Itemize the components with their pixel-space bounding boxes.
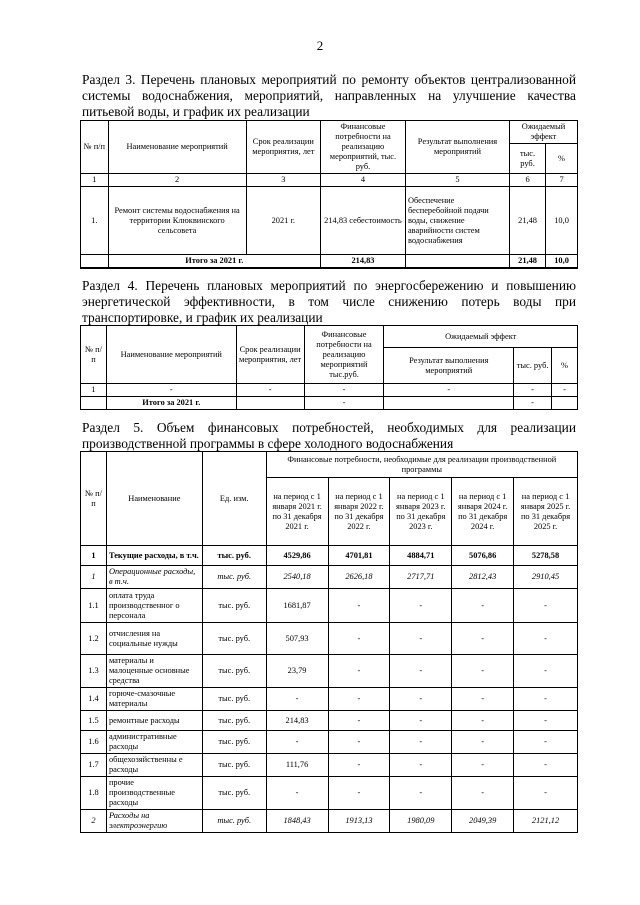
section4-heading (82, 278, 576, 326)
s5-cell-value: - (328, 623, 390, 655)
s3-header-effect: Ожидаемый эффект (510, 121, 578, 144)
s5-row (81, 754, 578, 777)
s5-cell-value: - (452, 777, 514, 810)
s3-header-finance: Финансовые потребности на реализацию мероприятий, тыс. руб. (320, 121, 405, 174)
s4-header-term: Срок реализации мероприятия, лет (236, 326, 304, 384)
s3-row-name: Ремонт системы водоснабжения на территории Клюквинского сельсовета (108, 187, 246, 255)
s3-colnum: 1 (81, 174, 109, 187)
s3-colnum: 2 (108, 174, 246, 187)
page-number: 2 (316, 38, 324, 53)
s5-cell-value: 1848,43 (266, 810, 328, 833)
s5-cell-value: - (390, 623, 452, 655)
s5-cell-value: - (390, 731, 452, 754)
s4-header-effect: Ожидаемый эффект (384, 326, 578, 348)
s3-colnum: 7 (546, 174, 578, 187)
s5-cell-value: - (328, 688, 390, 711)
s5-cell-name: общехозяйственны е расходы (106, 754, 202, 777)
s5-cell-name: отчисления на социальные нужды (106, 623, 202, 655)
s5-cell-unit: тыс. руб. (202, 777, 266, 810)
s5-cell-value: 4529,86 (266, 546, 328, 566)
s5-cell-name: оплата труда производственног о персонала (106, 589, 202, 623)
s5-cell-name: Операционные расходы, в т.ч. (106, 566, 202, 589)
s4-row-num: 1 (81, 384, 107, 397)
s5-cell-value: 214,83 (266, 711, 328, 731)
s5-cell-value: - (452, 655, 514, 688)
s5-cell-num: 1.5 (81, 711, 107, 731)
s4-row-finance: - (304, 384, 384, 397)
section3-heading (82, 72, 576, 120)
s5-cell-value: 2717,71 (390, 566, 452, 589)
section5-heading-text: Раздел 5. Объем финансовых потребностей, необходимых для реализации производственной программы в сфере холодного водоснабжения (82, 420, 576, 451)
s4-row-term: - (236, 384, 304, 397)
s5-cell-unit: тыс. руб. (202, 566, 266, 589)
s4-total-finance: - (304, 397, 384, 410)
section5-table (80, 451, 578, 833)
s3-row-result: Обеспечение бесперебойной подачи воды, снижение аварийности систем водоснабжения (405, 187, 509, 255)
s4-header-pct: % (552, 348, 578, 384)
s3-colnum: 6 (510, 174, 546, 187)
s5-cell-num: 1.2 (81, 623, 107, 655)
s5-cell-value: 2626,18 (328, 566, 390, 589)
s3-row-term: 2021 г. (246, 187, 320, 255)
s4-header-name: Наименование мероприятий (106, 326, 236, 384)
s3-total-effect-pct: 10,0 (546, 255, 578, 269)
s5-cell-value: 507,93 (266, 623, 328, 655)
s5-cell-value: 1980,09 (390, 810, 452, 833)
s4-header-num: № п/п (81, 326, 107, 384)
s5-cell-unit: тыс. руб. (202, 810, 266, 833)
s4-total-rub: - (514, 397, 552, 410)
s5-header-period: на период с 1 января 2025 г. по 31 декабря 2025 г. (514, 478, 578, 546)
s5-row (81, 589, 578, 623)
s5-cell-value: - (266, 731, 328, 754)
s5-cell-value: - (390, 777, 452, 810)
s5-cell-value: - (390, 754, 452, 777)
s5-cell-value: - (328, 655, 390, 688)
s5-cell-value: - (452, 754, 514, 777)
s3-total-label: Итого за 2021 г. (108, 255, 320, 269)
s5-body (81, 546, 578, 833)
s5-cell-num: 1.7 (81, 754, 107, 777)
s5-cell-value: - (514, 777, 578, 810)
s5-cell-name: горюче-смазочные материалы (106, 688, 202, 711)
s5-cell-name: административные расходы (106, 731, 202, 754)
s5-cell-value: 2540,18 (266, 566, 328, 589)
s5-cell-value: - (266, 688, 328, 711)
s5-row (81, 688, 578, 711)
section4-table (80, 325, 578, 410)
s5-cell-name: материалы и малоценные основные средства (106, 655, 202, 688)
section4-heading-text: Раздел 4. Перечень плановых мероприятий по энергосбережению и повышению энергетической эффективности, в том числе снижению потерь воды при транспортировке, и график их реализации (82, 278, 576, 325)
s5-cell-num: 1.8 (81, 777, 107, 810)
s5-cell-value: - (328, 754, 390, 777)
s5-cell-value: 2812,43 (452, 566, 514, 589)
s5-cell-value: - (452, 711, 514, 731)
s5-cell-value: - (514, 711, 578, 731)
s5-header-name: Наименование (106, 452, 202, 546)
s5-row (81, 655, 578, 688)
s5-cell-unit: тыс. руб. (202, 546, 266, 566)
s5-cell-value: - (266, 777, 328, 810)
s5-row (81, 777, 578, 810)
s3-header-effect-unit: тыс. руб. (510, 144, 546, 174)
s3-header-num: № п/п (81, 121, 109, 174)
s5-row (81, 711, 578, 731)
s3-row-effect-rub: 21,48 (510, 187, 546, 255)
s5-cell-unit: тыс. руб. (202, 655, 266, 688)
s4-row-rub: - (514, 384, 552, 397)
s5-cell-value: 5076,86 (452, 546, 514, 566)
s5-cell-value: 23,79 (266, 655, 328, 688)
section3-heading-text: Раздел 3. Перечень плановых мероприятий по ремонту объектов централизованной системы водоснабжения, мероприятий, направленных на улучшение качества питьевой воды, и график их реализации (82, 72, 576, 119)
s5-cell-value: - (390, 655, 452, 688)
s4-row-result: - (384, 384, 514, 397)
s5-cell-value: - (452, 623, 514, 655)
s5-header-period: на период с 1 января 2022 г. по 31 декабря 2022 г. (328, 478, 390, 546)
s5-cell-num: 1.1 (81, 589, 107, 623)
s5-cell-value: - (452, 589, 514, 623)
s5-cell-num: 1.3 (81, 655, 107, 688)
section5-heading (82, 420, 576, 452)
s4-header-finance: Финансовые потребности на реализацию мероприятий тыс.руб. (304, 326, 384, 384)
s5-header-num: № п/п (81, 452, 107, 546)
s5-cell-value: - (452, 688, 514, 711)
s3-header-effect-pct: % (546, 144, 578, 174)
s5-cell-value: - (390, 711, 452, 731)
s5-cell-unit: тыс. руб. (202, 731, 266, 754)
s5-cell-num: 1 (81, 546, 107, 566)
s5-cell-unit: тыс. руб. (202, 754, 266, 777)
s5-cell-name: ремонтные расходы (106, 711, 202, 731)
s5-cell-value: - (328, 731, 390, 754)
s5-cell-value: - (328, 777, 390, 810)
s5-cell-value: 2049,39 (452, 810, 514, 833)
s3-header-result: Результат выполнения мероприятий (405, 121, 509, 174)
s5-row (81, 623, 578, 655)
s5-cell-name: прочие производственные расходы (106, 777, 202, 810)
s5-cell-value: 4884,71 (390, 546, 452, 566)
s5-cell-value: - (514, 589, 578, 623)
s3-colnum: 5 (405, 174, 509, 187)
s5-row (81, 810, 578, 833)
s5-cell-value: 4701,81 (328, 546, 390, 566)
s3-row-num: 1. (81, 187, 109, 255)
s5-cell-num: 2 (81, 810, 107, 833)
s5-cell-value: 1681,87 (266, 589, 328, 623)
s5-cell-value: - (514, 731, 578, 754)
s5-cell-name: Расходы на электроэнергию (106, 810, 202, 833)
s5-cell-value: - (328, 711, 390, 731)
s5-cell-unit: тыс. руб. (202, 688, 266, 711)
s3-colnum: 4 (320, 174, 405, 187)
s3-header-term: Срок реализации мероприятия, лет (246, 121, 320, 174)
s5-cell-num: 1.4 (81, 688, 107, 711)
s5-cell-value: 2121,12 (514, 810, 578, 833)
s5-cell-value: - (328, 589, 390, 623)
s5-cell-num: 1.6 (81, 731, 107, 754)
s5-cell-value: - (514, 623, 578, 655)
s3-row-finance: 214,83 себестоимость (320, 187, 405, 255)
s3-total-finance: 214,83 (320, 255, 405, 269)
s3-colnum: 3 (246, 174, 320, 187)
s5-cell-name: Текущие расходы, в т.ч. (106, 546, 202, 566)
s5-cell-value: 5278,58 (514, 546, 578, 566)
s4-header-result: Результат выполнения мероприятий (384, 348, 514, 384)
s5-header-period: на период с 1 января 2021 г. по 31 декабря 2021 г. (266, 478, 328, 546)
s5-row (81, 546, 578, 566)
s5-cell-value: - (514, 688, 578, 711)
s5-header-finance: Финансовые потребности, необходимые для реализации производственной программы (266, 452, 577, 478)
s3-header-name: Наименование мероприятий (108, 121, 246, 174)
s5-cell-unit: тыс. руб. (202, 623, 266, 655)
s5-header-unit: Ед. изм. (202, 452, 266, 546)
section3-table (80, 120, 578, 269)
s5-row (81, 731, 578, 754)
s5-row (81, 566, 578, 589)
s5-cell-value: - (514, 754, 578, 777)
s5-cell-num: 1 (81, 566, 107, 589)
s4-row-pct: - (552, 384, 578, 397)
s5-header-period: на период с 1 января 2023 г. по 31 декабря 2023 г. (390, 478, 452, 546)
s3-total-effect-rub: 21,48 (510, 255, 546, 269)
s4-header-unit: тыс. руб. (514, 348, 552, 384)
s5-cell-value: - (452, 731, 514, 754)
s3-row-effect-pct: 10,0 (546, 187, 578, 255)
s5-cell-unit: тыс. руб. (202, 589, 266, 623)
s5-cell-value: - (390, 688, 452, 711)
s5-cell-value: 1913,13 (328, 810, 390, 833)
s5-cell-value: 111,76 (266, 754, 328, 777)
s5-cell-value: 2910,45 (514, 566, 578, 589)
s5-cell-value: - (390, 589, 452, 623)
s4-total-label: Итого за 2021 г. (106, 397, 236, 410)
s5-cell-value: - (514, 655, 578, 688)
s5-cell-unit: тыс. руб. (202, 711, 266, 731)
s5-header-period: на период с 1 января 2024 г. по 31 декабря 2024 г. (452, 478, 514, 546)
s4-row-name: - (106, 384, 236, 397)
